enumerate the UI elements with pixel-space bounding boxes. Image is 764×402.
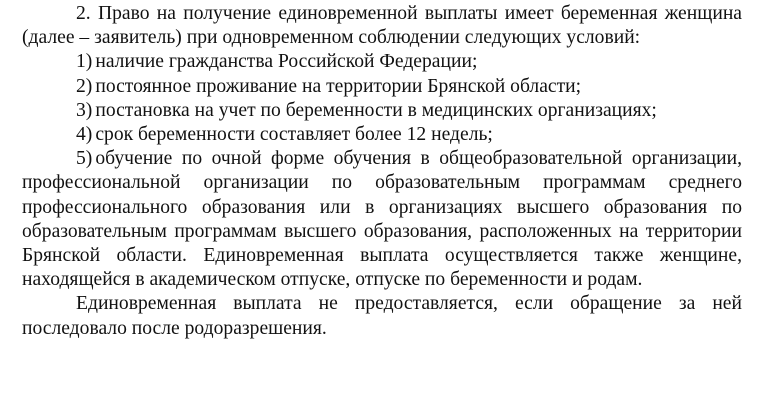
- document-page: [22, 2, 742, 341]
- condition-item-4: [22, 123, 742, 147]
- closing-paragraph: Единовременная выплата не предоставляется, если обращение за ней последовало после родоразрешения.: [22, 293, 742, 339]
- condition-number-5: 5): [76, 148, 93, 170]
- condition-number-4: 4): [76, 124, 93, 146]
- condition-number-3: 3): [76, 99, 93, 121]
- condition-number-2: 2): [76, 75, 93, 97]
- condition-text-1: наличие гражданства Российской Федерации;: [95, 51, 478, 73]
- condition-item-5: [22, 147, 742, 292]
- condition-text-2: постоянное проживание на территории Брянской области;: [95, 75, 582, 97]
- intro-paragraph: 2. Право на получение единовременной выплаты имеет беременная женщина (далее – заявитель) при одновременном соблюдении следующих условий:: [22, 3, 742, 49]
- condition-text-3: постановка на учет по беременности в медицинских организациях;: [95, 99, 657, 121]
- condition-item-2: [22, 75, 742, 99]
- condition-number-1: 1): [76, 51, 93, 73]
- condition-item-3: [22, 99, 742, 123]
- condition-text-4: срок беременности составляет более 12 недель;: [95, 124, 493, 146]
- condition-text-5: обучение по очной форме обучения в общеобразовательной организации, профессиональной организации по образовательным программам среднего профессионального образования или в организациях высшего образования по образовательным программам высшего образования, расположенных на территории Брянской области. Единовременная выплата осуществляется также женщине, находящейся в академическом отпуске, отпуске по беременности и родам.: [22, 148, 742, 291]
- condition-item-1: [22, 50, 742, 74]
